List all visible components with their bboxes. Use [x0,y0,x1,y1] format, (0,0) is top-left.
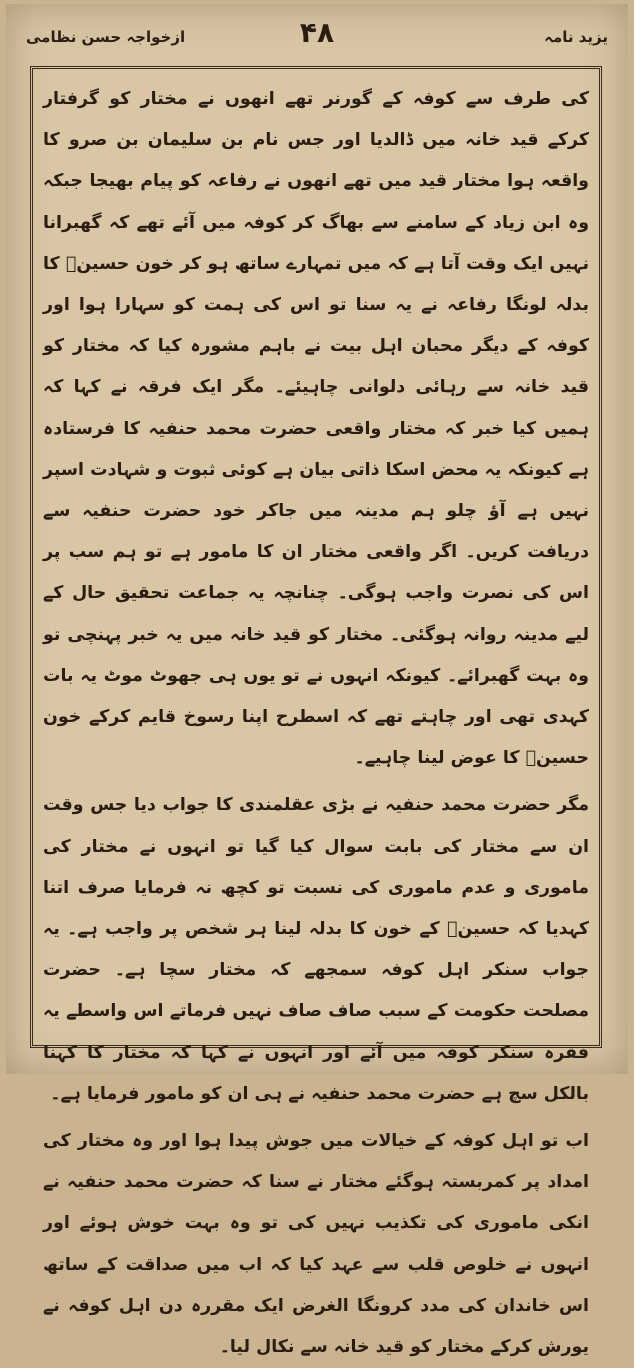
book-title: یزید نامہ [544,28,608,46]
paragraph-3: اب تو اہل کوفہ کے خیالات میں جوش پیدا ہوا اور وہ مختار کی امداد پر کمربستہ ہوگئے مختار نے سنا کہ حضرت محمد حنفیہ نے انکی ماموری کی تکذیب نہیں کی تو وہ بہت خوش ہوئے اور انہوں نے خلوص قلب سے عہد کیا کہ اب میں صداقت کے ساتھ اس خاندان کی مدد کرونگا الغرض ایک مقررہ دن اہل کوفہ نے یورش کرکے مختار کو قید خانہ سے نکال لیا۔ [43,1131,589,1358]
page-header [26,14,608,60]
book-page [6,4,628,1358]
author-name: ازخواجہ حسن نظامی [26,28,186,46]
text-frame [30,66,602,1358]
paragraph-2: مگر حضرت محمد حنفیہ نے بڑی عقلمندی کا جواب دیا جس وقت ان سے مختار کی بابت سوال کیا گیا تو انہوں نے مختار کی ماموری و عدم ماموری کی نسبت تو کچھ نہ فرمایا صرف اتنا کہدیا کہ حسینؑ کے خون کا بدلہ لینا ہر شخص پر واجب ہے۔ یہ جواب سنکر اہل کوفہ سمجھے کہ مختار سچا ہے۔ حضرت مصلحت حکومت کے سبب صاف صاف نہیں فرماتے اس واسطے یہ فقرہ سنکر کوفہ میں آئے اور انہوں نے کہا کہ مختار کا کہنا بالکل سچ ہے حضرت محمد حنفیہ نے ہی ان کو مامور فرمایا ہے۔ [43,795,589,1104]
paragraph-1: کی طرف سے کوفہ کے گورنر تھے انھوں نے مختار کو گرفتار کرکے قید خانہ میں ڈالدیا اور جس نام بن سلیمان بن صرو کا واقعہ ہوا مختار قید میں تھے انھوں نے رفاعہ کو پیام بھیجا جبکہ وہ ابن زیاد کے سامنے سے بھاگ کر کوفہ میں آئے تھے کہ گھبرانا نہیں ایک وقت آتا ہے کہ میں تمہارے ساتھ ہو کر خون حسینؑ کا بدلہ لونگا رفاعہ نے یہ سنا تو اس کی ہمت کو سہارا ہوا اور کوفہ کے دیگر محبان اہل بیت نے باہم مشورہ کیا کہ مختار کو قید خانہ سے رہائی دلوانی چاہیئے۔ مگر ایک فرقہ نے کہا کہ ہمیں کیا خبر کہ مختار واقعی حضرت محمد حنفیہ کا فرستادہ ہے کیونکہ یہ محض اسکا ذاتی بیان ہے کوئی ثبوت و شہادت اسپر نہیں ہے آؤ چلو ہم مدینہ میں جاکر خود حضرت حنفیہ سے دریافت کریں۔ اگر واقعی مختار ان کا مامور ہے تو ہم سب پر اس کی نصرت واجب ہوگی۔ چنانچہ یہ جماعت تحقیق حال کے لیے مدینہ روانہ ہوگئی۔ مختار کو قید خانہ میں یہ خبر پہنچی تو وہ بہت گھبرائے۔ کیونکہ انہوں نے تو یوں ہی جھوٹ موٹ یہ بات کہدی تھی اور چاہتے تھے کہ اسطرح اپنا رسوخ قایم کرکے خون حسینؑ کا عوض لینا چاہیے۔ [43,89,589,769]
body-text [43,79,589,1358]
page-number: ۴۸ [299,16,335,49]
